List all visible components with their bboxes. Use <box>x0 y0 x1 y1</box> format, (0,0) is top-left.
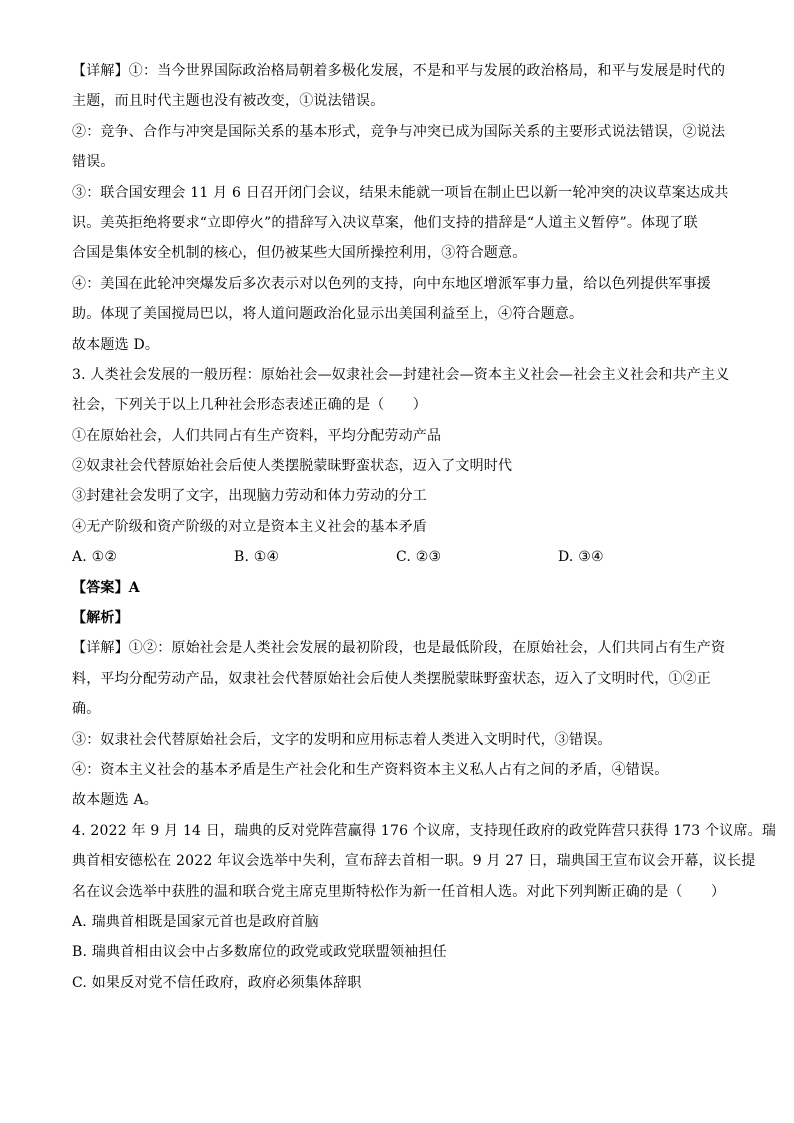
text-line: 助。体现了美国搅局巴以，将人道问题政治化显示出美国利益至上，④符合题意。 <box>72 306 584 323</box>
q2-detail <box>72 56 729 360</box>
question-3 <box>72 360 730 816</box>
text-line: 【详解】①②：原始社会是人类社会发展的最初阶段，也是最低阶段，在原始社会，人们共同占有生产资 <box>72 640 726 657</box>
option-d: D. ③④ <box>558 549 604 566</box>
text-line: 主题，而且时代主题也没有被改变，①说法错误。 <box>72 93 385 110</box>
question-stem-line: 名在议会选举中获胜的温和联合党主席克里斯特松作为新一任首相人选。对此下列判断正确的是（ ） <box>72 883 726 900</box>
question-stem-line: 4. 2022 年 9 月 14 日，瑞典的反对党阵营赢得 176 个议席，支持现任政府的政党阵营只获得 173 个议席。瑞 <box>72 822 777 839</box>
option-a: A. ①② <box>72 549 118 566</box>
statement-item: ②奴隶社会代替原始社会后使人类摆脱蒙昧野蛮状态，迈入了文明时代 <box>72 458 513 475</box>
text-line: ④：资本主义社会的基本矛盾是生产社会化和生产资料资本主义私人占有之间的矛盾，④错误。 <box>72 761 669 778</box>
option-b: B. 瑞典首相由议会中占多数席位的政党或政党联盟领袖担任 <box>72 944 447 961</box>
option-c: C. 如果反对党不信任政府，政府必须集体辞职 <box>72 974 362 991</box>
statement-item: ③封建社会发明了文字，出现脑力劳动和体力劳动的分工 <box>72 488 427 505</box>
question-stem-line: 典首相安德松在 2022 年议会选举中失利，宣布辞去首相一职。9 月 27 日，瑞典国王宣布议会开幕，议长提 <box>72 853 756 870</box>
text-line: 识。美英拒绝将要求“立即停火”的措辞写入决议草案，他们支持的措辞是“人道主义暂停”。体现了联 <box>72 214 698 231</box>
text-line: ③：奴隶社会代替原始社会后，文字的发明和应用标志着人类进入文明时代，③错误。 <box>72 731 612 748</box>
text-line: ④：美国在此轮冲突爆发后多次表示对以色列的支持，向中东地区增派军事力量，给以色列提供军事援 <box>72 275 711 292</box>
answer-label: 【答案】A <box>72 579 140 596</box>
document-page <box>72 56 777 998</box>
text-line: 故本题选 A。 <box>72 792 158 809</box>
statement-item: ④无产阶级和资产阶级的对立是资本主义社会的基本矛盾 <box>72 518 427 535</box>
statement-item: ①在原始社会，人们共同占有生产资料，平均分配劳动产品 <box>72 427 442 444</box>
analysis-label: 【解析】 <box>72 610 129 627</box>
question-4 <box>72 816 777 998</box>
option-b: B. ①④ <box>234 549 280 566</box>
text-line: ②：竞争、合作与冲突是国际关系的基本形式，竞争与冲突已成为国际关系的主要形式说法错误，②说法 <box>72 123 726 140</box>
text-line: 合国是集体安全机制的核心，但仍被某些大国所操控利用，③符合题意。 <box>72 245 527 262</box>
text-line: 故本题选 D。 <box>72 336 160 353</box>
option-c: C. ②③ <box>396 549 442 566</box>
text-line: 【详解】①：当今世界国际政治格局朝着多极化发展，不是和平与发展的政治格局，和平与发展是时代的 <box>72 63 726 79</box>
option-a: A. 瑞典首相既是国家元首也是政府首脑 <box>72 913 319 930</box>
question-stem-line: 社会，下列关于以上几种社会形态表述正确的是（ ） <box>72 397 427 414</box>
text-line: 确。 <box>72 701 101 718</box>
text-line: 料，平均分配劳动产品，奴隶社会代替原始社会后使人类摆脱蒙昧野蛮状态，迈入了文明时代，①②正 <box>72 670 711 687</box>
text-line: ③：联合国安理会 11 月 6 日召开闭门会议，结果未能就一项旨在制止巴以新一轮冲突的决议草案达成共 <box>72 184 729 201</box>
question-stem-line: 3. 人类社会发展的一般历程：原始社会—奴隶社会—封建社会—资本主义社会—社会主义社会和共产主义 <box>72 366 730 383</box>
text-line: 错误。 <box>72 154 115 171</box>
answer-options <box>72 542 722 572</box>
